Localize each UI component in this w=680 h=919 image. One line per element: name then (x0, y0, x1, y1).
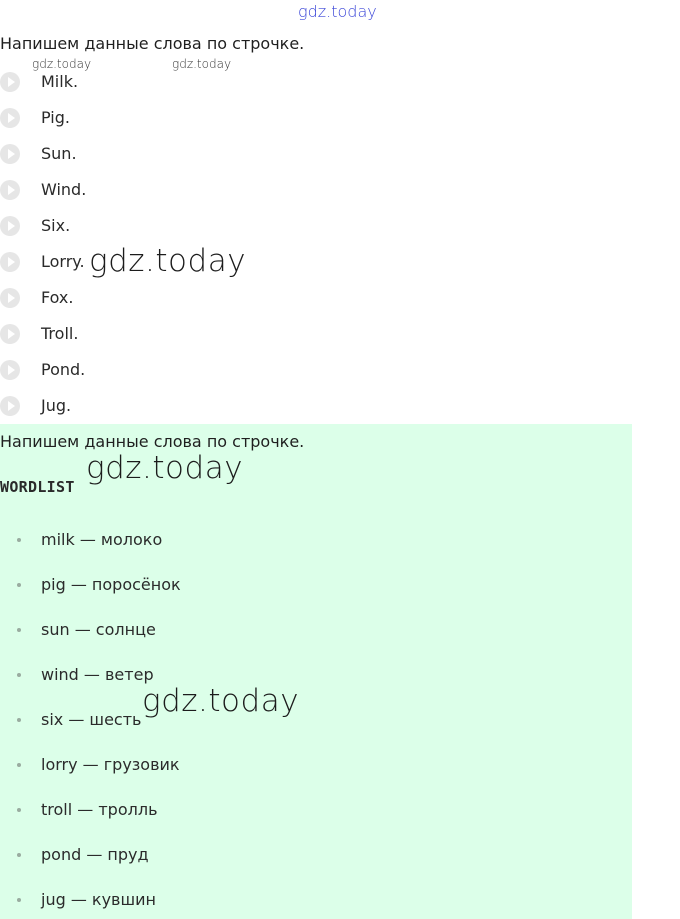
wordlist-item-text: six — шесть (41, 710, 142, 729)
wordlist-item-text: pond — пруд (41, 845, 149, 864)
watermark-large: gdz.today (86, 450, 244, 486)
audio-row (0, 280, 400, 316)
wordlist-title: WORDLIST (0, 478, 75, 496)
wordlist-item (0, 616, 600, 646)
wordlist-item (0, 886, 600, 916)
audio-word: Milk. (41, 72, 79, 91)
wordlist-item (0, 751, 600, 781)
wordlist-item-text: sun — солнце (41, 620, 156, 639)
audio-row (0, 352, 400, 388)
watermark-top: gdz.today (298, 2, 377, 21)
audio-row (0, 64, 400, 100)
audio-row (0, 136, 400, 172)
bullet-icon (17, 853, 21, 857)
bullet-icon (17, 583, 21, 587)
audio-word: Pond. (41, 360, 86, 379)
wordlist-item (0, 841, 600, 871)
play-icon[interactable] (0, 252, 20, 272)
play-icon[interactable] (0, 144, 20, 164)
bullet-icon (17, 808, 21, 812)
play-icon[interactable] (0, 216, 20, 236)
watermark-small-right: gdz.today (172, 57, 232, 71)
audio-row (0, 172, 400, 208)
audio-word: Six. (41, 216, 71, 235)
watermark-large: gdz.today (89, 243, 247, 279)
audio-word: Fox. (41, 288, 74, 307)
audio-word: Jug. (41, 396, 72, 415)
audio-row (0, 208, 400, 244)
wordlist-item (0, 706, 600, 736)
bullet-icon (17, 673, 21, 677)
watermark-large: gdz.today (142, 683, 300, 719)
wordlist-item (0, 661, 600, 691)
wordlist-item (0, 526, 600, 556)
audio-row (0, 316, 400, 352)
bullet-icon (17, 898, 21, 902)
wordlist-panel (0, 424, 632, 919)
play-icon[interactable] (0, 108, 20, 128)
audio-word: Lorry. (41, 252, 85, 271)
audio-row (0, 100, 400, 136)
play-icon[interactable] (0, 288, 20, 308)
section-heading: Напишем данные слова по строчке. (0, 34, 305, 53)
bullet-icon (17, 718, 21, 722)
play-icon[interactable] (0, 360, 20, 380)
wordlist-item-text: jug — кувшин (41, 890, 156, 909)
play-icon[interactable] (0, 324, 20, 344)
play-icon[interactable] (0, 180, 20, 200)
wordlist-item-text: troll — тролль (41, 800, 158, 819)
play-icon[interactable] (0, 396, 20, 416)
wordlist-item (0, 571, 600, 601)
wordlist-item-text: pig — поросёнок (41, 575, 181, 594)
wordlist-item-text: lorry — грузовик (41, 755, 180, 774)
audio-word: Pig. (41, 108, 70, 127)
bullet-icon (17, 538, 21, 542)
bullet-icon (17, 763, 21, 767)
panel-heading: Напишем данные слова по строчке. (0, 432, 305, 451)
audio-word: Sun. (41, 144, 77, 163)
wordlist-item-text: milk — молоко (41, 530, 163, 549)
watermark-small-left: gdz.today (32, 57, 92, 71)
audio-word: Troll. (41, 324, 79, 343)
audio-row (0, 388, 400, 424)
wordlist-item (0, 796, 600, 826)
play-icon[interactable] (0, 72, 20, 92)
audio-word: Wind. (41, 180, 87, 199)
wordlist-item-text: wind — ветер (41, 665, 154, 684)
bullet-icon (17, 628, 21, 632)
